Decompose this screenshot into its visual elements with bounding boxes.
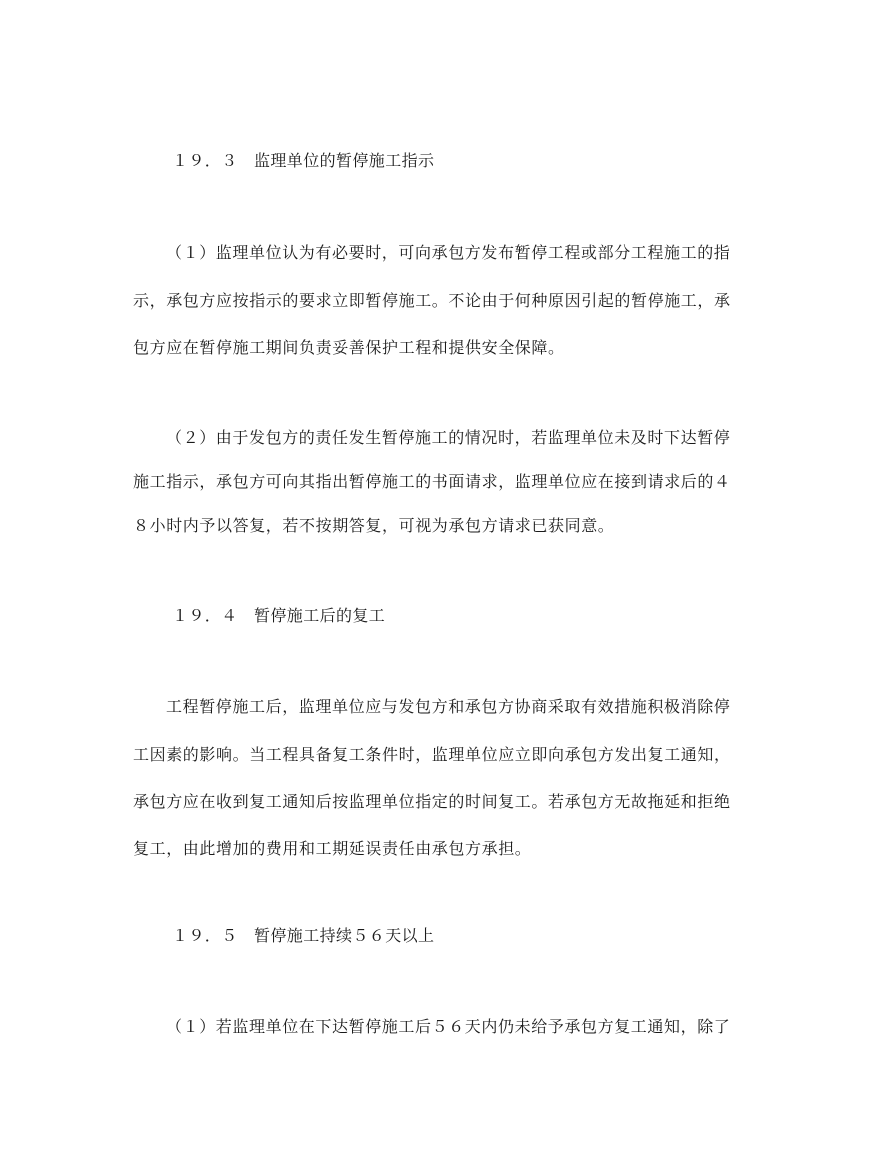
paragraph-line: 工因素的影响。当工程具备复工条件时，监理单位应立即向承包方发出复工通知，	[133, 745, 731, 764]
paragraph-line: 复工，由此增加的费用和工期延误责任由承包方承担。	[133, 839, 532, 858]
paragraph-line: 示，承包方应按指示的要求立即暂停施工。不论由于何种原因引起的暂停施工，承	[133, 291, 731, 310]
paragraph-line: ８小时内予以答复，若不按期答复，可视为承包方请求已获同意。	[133, 516, 615, 535]
paragraph-line: （２）由于发包方的责任发生暂停施工的情况时，若监理单位未及时下达暂停	[166, 428, 731, 447]
paragraph-line: 工程暂停施工后，监理单位应与发包方和承包方协商采取有效措施积极消除停	[166, 697, 731, 716]
paragraph-line: 包方应在暂停施工期间负责妥善保护工程和提供安全保障。	[133, 338, 565, 357]
paragraph-line: （１）若监理单位在下达暂停施工后５６天内仍未给予承包方复工通知，除了	[166, 1017, 731, 1036]
section-heading-19-5: １９．５ 暂停施工持续５６天以上	[172, 926, 435, 945]
section-heading-19-4: １９．４ 暂停施工后的复工	[172, 606, 386, 625]
paragraph-line: 承包方应在收到复工通知后按监理单位指定的时间复工。若承包方无故拖延和拒绝	[133, 792, 731, 811]
paragraph-line: 施工指示，承包方可向其指出暂停施工的书面请求，监理单位应在接到请求后的４	[133, 472, 731, 491]
paragraph-line: （１）监理单位认为有必要时，可向承包方发布暂停工程或部分工程施工的指	[166, 243, 731, 262]
section-heading-19-3: １９．３ 监理单位的暂停施工指示	[172, 151, 435, 170]
